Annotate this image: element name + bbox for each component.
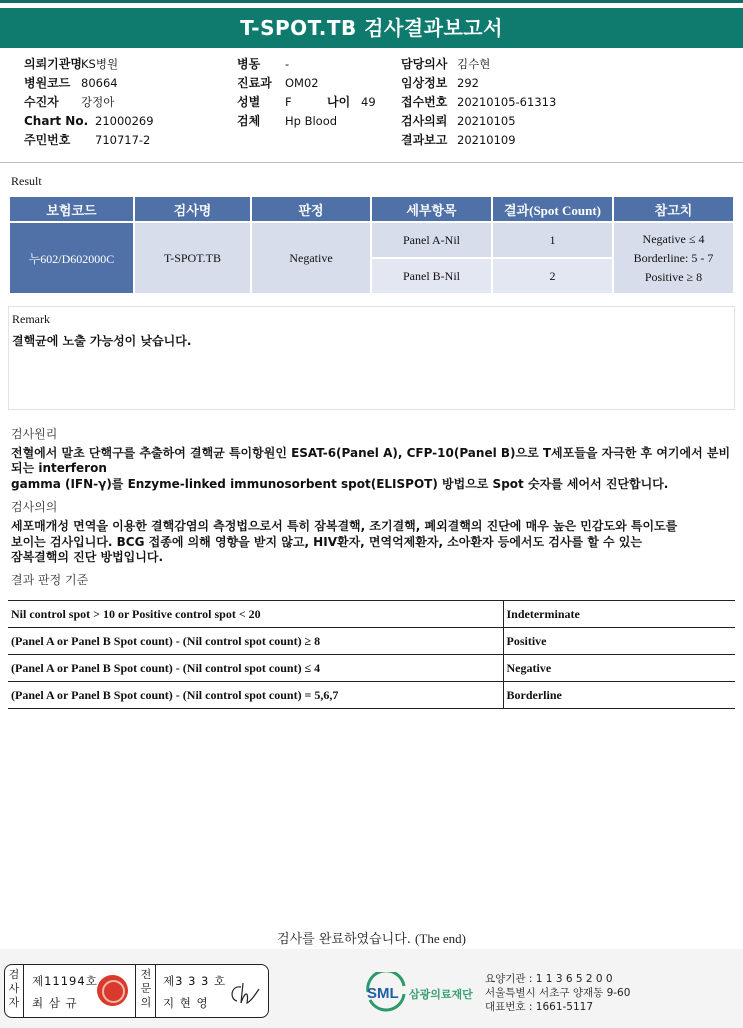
report-title: T-SPOT.TB 검사결과보고서 (0, 8, 743, 48)
criteria-condition: Nil control spot > 10 or Positive control spot < 20 (8, 601, 503, 628)
criteria-table (8, 600, 735, 709)
info-column-3 (401, 55, 556, 150)
criteria-condition: (Panel A or Panel B Spot count) - (Nil control spot count) = 5,6,7 (8, 682, 503, 709)
info-row-hospital-code (24, 74, 154, 93)
info-row-resident-no (24, 131, 154, 150)
header-spot-count: 결과(Spot Count) (493, 197, 612, 221)
info-value: 강정아 (81, 95, 115, 109)
role-inspector: 검사자 (8, 968, 20, 1009)
reference-negative: Negative ≤ 4 (642, 231, 705, 246)
age-label: 나이 (327, 95, 351, 109)
info-label: 접수번호 (401, 95, 448, 109)
criteria-row (8, 682, 735, 709)
remark-text: 결핵균에 노출 가능성이 낮습니다. (12, 334, 192, 348)
info-value: 292 (457, 76, 479, 90)
seal-stamp (97, 975, 128, 1006)
info-row-patient (24, 93, 154, 112)
info-label: 담당의사 (401, 57, 448, 71)
insurance-code-cell: 누602/D602000C (10, 221, 133, 293)
info-label: 주민번호 (24, 133, 71, 147)
info-row-report-date (401, 131, 556, 150)
principle-line-1: 전혈에서 말초 단핵구를 추출하여 결핵균 특이항원인 ESAT-6(Panel A), CFP-10(Panel B)으로 T세포들을 자극한 후 여기에서 분비되는 interferon (11, 446, 731, 475)
logo-text: SML (367, 985, 399, 1002)
significance-line-2: 보이는 검사입니다. BCG 접종에 의해 영향을 받지 않고, HIV환자, 면역억제환자, 소아환자 등에서도 검사를 할 수 있는 (11, 535, 642, 549)
info-label: 진료과 (237, 76, 272, 90)
test-name-cell: T-SPOT.TB (135, 221, 250, 293)
reference-cell (614, 221, 733, 293)
info-row-doctor (401, 55, 556, 74)
info-label: Chart No. (24, 114, 89, 128)
end-of-report (0, 928, 743, 947)
info-row-chart-no (24, 112, 154, 131)
detail-item-cell: Panel B-Nil (372, 257, 491, 293)
info-value: 21000269 (95, 114, 154, 128)
spot-count-cell: 2 (493, 257, 612, 293)
criteria-row (8, 601, 735, 628)
significance-title: 검사의의 (11, 500, 58, 514)
organization-name: 삼광의료재단 (409, 988, 473, 1001)
criteria-title: 결과 판정 기준 (11, 573, 89, 587)
spot-count-cell: 1 (493, 221, 612, 257)
end-text-ko: 검사를 완료하였습니다. (277, 932, 411, 947)
info-label: 병원코드 (24, 76, 71, 90)
info-value: F (285, 95, 292, 109)
inspector-name: 최 삼 규 (32, 996, 78, 1010)
info-row-department (237, 74, 376, 93)
inspector-license: 제11194호 (32, 974, 98, 988)
organization-address: 서울특별시 서초구 양재동 9-60 (485, 987, 631, 999)
signature-box (4, 964, 269, 1018)
specialist-name: 지 현 영 (163, 996, 209, 1010)
top-accent-line (0, 0, 743, 3)
info-label: 검사의뢰 (401, 114, 448, 128)
info-column-2 (237, 55, 376, 131)
organization-phone: 대표번호 : 1661-5117 (485, 1001, 594, 1013)
reference-borderline: Borderline: 5 - 7 (633, 250, 714, 265)
criteria-condition: (Panel A or Panel B Spot count) - (Nil control spot count) ≥ 8 (8, 628, 503, 655)
info-value: 20210105-61313 (457, 95, 557, 109)
info-label: 검체 (237, 114, 261, 128)
info-label: 임상정보 (401, 76, 448, 90)
judgment-cell: Negative (252, 221, 370, 293)
info-value: KS병원 (81, 57, 119, 71)
header-detail-item: 세부항목 (372, 197, 491, 221)
principle-title: 검사원리 (11, 427, 58, 441)
handwritten-signature (227, 979, 263, 1009)
detail-item-cell: Panel A-Nil (372, 221, 491, 257)
info-value: Hp Blood (285, 114, 338, 128)
header-divider (0, 162, 743, 163)
info-value: - (285, 57, 290, 71)
remark-title: Remark (12, 312, 50, 326)
header-test-name: 검사명 (135, 197, 250, 221)
organization-code: 요양기관 : 1 1 3 6 5 2 0 0 (485, 973, 613, 985)
criteria-result: Negative (503, 655, 735, 682)
signature-divider (155, 965, 156, 1017)
signature-divider (23, 965, 24, 1017)
specialist-license: 제3 3 3 호 (163, 974, 227, 988)
age-value: 49 (361, 95, 376, 109)
principle-line-2: gamma (IFN-γ)를 Enzyme-linked immunosorbent spot(ELISPOT) 방법으로 Spot 숫자를 세어서 진단합니다. (11, 477, 669, 491)
info-row-specimen (237, 112, 376, 131)
info-value: OM02 (285, 76, 319, 90)
info-label: 결과보고 (401, 133, 448, 147)
criteria-result: Borderline (503, 682, 735, 709)
info-value: 20210105 (457, 114, 516, 128)
result-table (8, 197, 735, 293)
result-section-label: Result (11, 174, 42, 188)
info-row-hospital (24, 55, 154, 74)
sml-logo-icon (364, 972, 408, 1012)
info-value: 김수현 (457, 57, 491, 71)
info-value: 80664 (81, 76, 118, 90)
reference-positive: Positive ≥ 8 (644, 269, 703, 284)
header-judgment: 판정 (252, 197, 370, 221)
significance-line-1: 세포매개성 면역을 이용한 결핵감염의 측정법으로서 특히 잠복결핵, 조기결핵, 폐외결핵의 진단에 매우 높은 민감도와 특이도를 (11, 519, 678, 533)
remark-box (8, 306, 735, 410)
significance-line-3: 잠복결핵의 진단 방법입니다. (11, 550, 164, 564)
info-value: 710717-2 (95, 133, 151, 147)
info-label: 성별 (237, 95, 261, 109)
info-label: 병동 (237, 57, 261, 71)
info-column-1 (24, 55, 154, 150)
organization-info (485, 972, 630, 1014)
header-insurance-code: 보험코드 (10, 197, 133, 221)
criteria-result: Positive (503, 628, 735, 655)
info-label: 의뢰기관명 (24, 57, 82, 71)
info-row-ward (237, 55, 376, 74)
info-row-clinical-info (401, 74, 556, 93)
end-text-en: (The end) (415, 931, 466, 946)
result-row-panel-a (10, 221, 733, 257)
criteria-row (8, 655, 735, 682)
signature-divider (135, 965, 136, 1017)
info-row-sex-age (237, 93, 376, 112)
info-value: 20210109 (457, 133, 516, 147)
criteria-row (8, 628, 735, 655)
result-header-row (10, 197, 733, 221)
criteria-condition: (Panel A or Panel B Spot count) - (Nil control spot count) ≤ 4 (8, 655, 503, 682)
role-specialist: 전문의 (140, 968, 152, 1009)
info-label: 수진자 (24, 95, 59, 109)
criteria-result: Indeterminate (503, 601, 735, 628)
header-reference: 참고치 (614, 197, 733, 221)
info-row-receipt-no (401, 93, 556, 112)
info-row-request-date (401, 112, 556, 131)
